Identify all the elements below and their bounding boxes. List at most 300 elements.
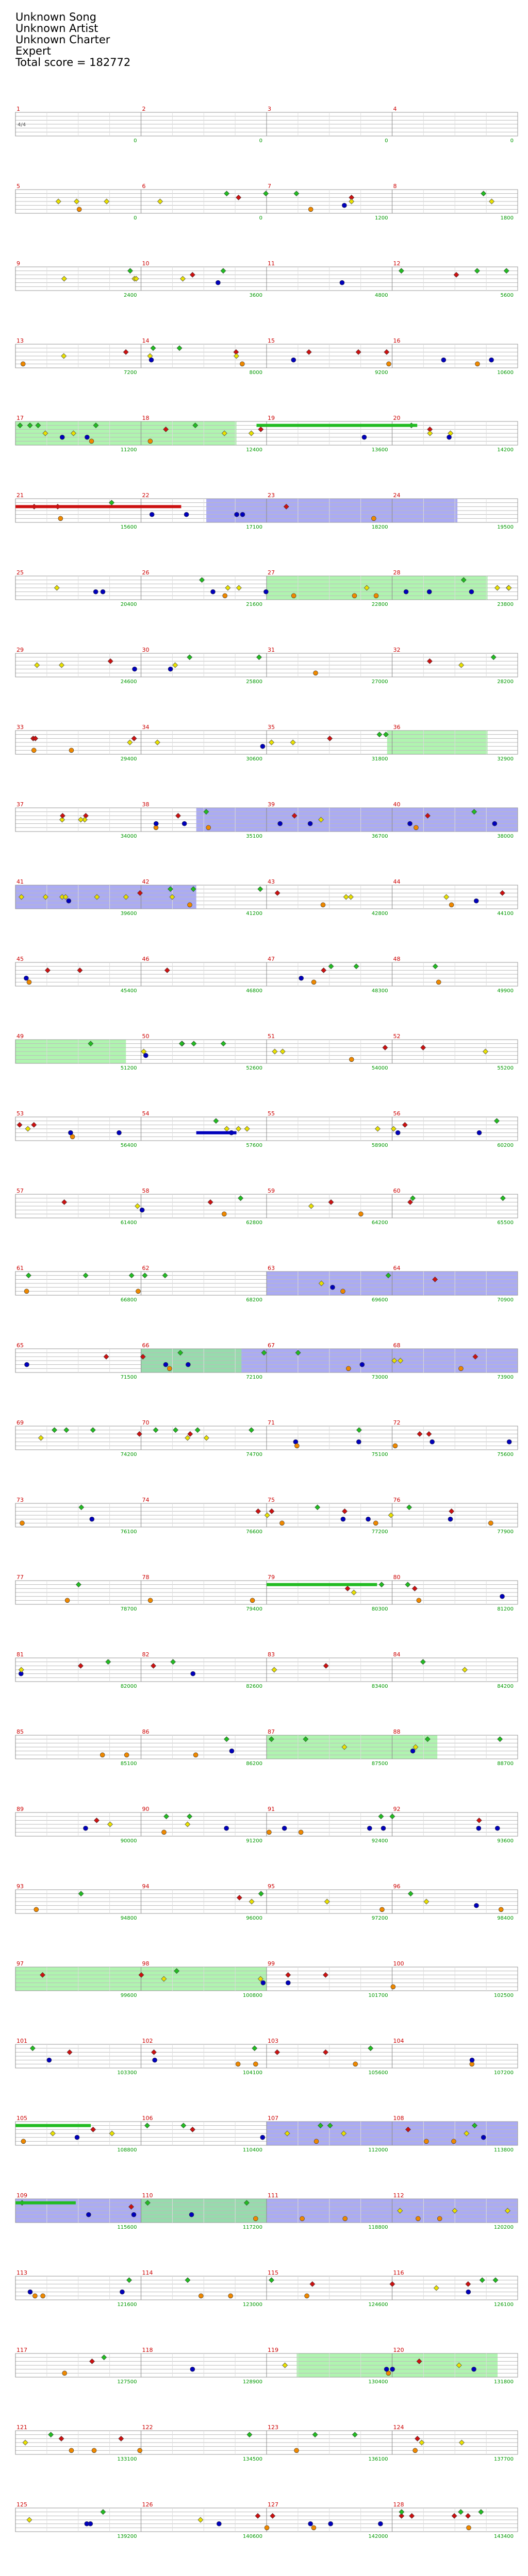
measure-score: 46800 (246, 988, 262, 994)
note-red (45, 968, 50, 973)
note-yellow (38, 1435, 43, 1440)
note-red (345, 1586, 350, 1591)
note-blue (328, 2521, 333, 2526)
note-red (384, 349, 389, 354)
measure-number: 36 (393, 724, 401, 731)
note-orange (188, 903, 192, 907)
time-signature: 4/4 (18, 122, 26, 128)
measure-score: 0 (259, 215, 262, 221)
measure-score: 75100 (371, 1452, 388, 1458)
note-red (175, 813, 180, 818)
note-yellow (236, 585, 241, 590)
note-orange (253, 2062, 258, 2066)
note-blue (495, 1826, 500, 1831)
measure-number: 123 (268, 2424, 278, 2431)
measure-number: 127 (268, 2501, 278, 2508)
measure-number: 43 (268, 878, 275, 885)
measure-number: 15 (268, 337, 275, 344)
measure-score: 9200 (375, 370, 388, 376)
note-blue (190, 2367, 195, 2371)
sustain-red (15, 505, 181, 508)
measure-number: 26 (142, 569, 150, 576)
note-green (474, 268, 480, 274)
measure-score: 81200 (497, 1606, 514, 1612)
chart-row (15, 2038, 518, 2076)
chart-row (15, 492, 518, 530)
measure-score: 28200 (497, 679, 514, 685)
measure-number: 68 (393, 1342, 401, 1349)
note-orange (223, 594, 227, 598)
measure-score: 62800 (246, 1220, 262, 1226)
note-orange (24, 1289, 29, 1294)
note-orange (451, 2139, 456, 2144)
note-blue (101, 589, 105, 594)
note-orange (69, 2448, 74, 2453)
note-yellow (61, 353, 67, 359)
note-blue (24, 1362, 29, 1367)
note-blue (83, 1826, 88, 1831)
chart-row (15, 2424, 518, 2462)
note-orange (34, 1907, 39, 1912)
measure-number: 70 (142, 1419, 150, 1426)
note-orange (437, 2216, 442, 2221)
measure-number: 81 (16, 1651, 24, 1658)
note-orange (138, 2448, 142, 2453)
measure-score: 85100 (120, 1761, 137, 1767)
measure-number: 63 (268, 1265, 275, 1272)
note-orange (89, 439, 94, 444)
note-orange (148, 1598, 153, 1603)
note-blue (93, 589, 98, 594)
measure-number: 54 (142, 1110, 150, 1117)
chart-row (15, 2501, 518, 2539)
measure-score: 60200 (497, 1143, 514, 1148)
measure-number: 47 (268, 956, 275, 962)
measure-number: 7 (268, 183, 271, 190)
measure-score: 103300 (117, 2070, 137, 2076)
measure-number: 64 (393, 1265, 401, 1272)
note-orange (343, 2216, 348, 2221)
measure-score: 41200 (246, 911, 262, 917)
note-yellow (204, 1435, 209, 1440)
note-red (236, 195, 241, 200)
measure-number: 97 (16, 1960, 24, 1967)
measure-number: 110 (142, 2192, 153, 2199)
measure-score: 136100 (368, 2456, 388, 2462)
note-green (177, 346, 182, 351)
measure-score: 0 (134, 138, 137, 144)
measure-number: 104 (393, 2038, 404, 2044)
note-red (164, 968, 170, 973)
note-green (481, 191, 486, 196)
note-blue (341, 1517, 345, 1521)
measure-score: 69600 (371, 1297, 388, 1303)
note-orange (21, 362, 25, 366)
note-green (256, 655, 261, 660)
note-green (79, 1505, 84, 1510)
note-green (129, 1273, 134, 1278)
note-red (94, 1818, 99, 1823)
measure-number: 21 (16, 492, 24, 499)
note-blue (340, 280, 344, 285)
note-yellow (173, 663, 178, 668)
note-red (323, 2049, 328, 2055)
note-green (173, 1428, 178, 1433)
note-orange (374, 594, 378, 598)
chart-row (15, 647, 518, 685)
measure-number: 41 (16, 878, 24, 885)
note-green (101, 2510, 106, 2515)
note-green (263, 191, 269, 196)
note-orange (193, 1753, 198, 1757)
chart-row (15, 260, 518, 298)
note-orange (449, 903, 454, 907)
measure-score: 20400 (120, 602, 137, 607)
note-blue (143, 1053, 148, 1058)
measure-number: 87 (268, 1728, 275, 1735)
note-red (151, 2049, 156, 2055)
measure-number: 2 (142, 106, 146, 112)
note-blue (191, 1671, 195, 1676)
measure-score: 31800 (371, 756, 388, 762)
note-yellow (494, 585, 500, 590)
note-green (151, 346, 156, 351)
measure-score: 19500 (497, 524, 514, 530)
measure-number: 75 (268, 1497, 275, 1503)
measure-score: 1800 (500, 215, 514, 221)
note-blue (210, 589, 215, 594)
measure-score: 49900 (497, 988, 514, 994)
note-green (187, 655, 192, 660)
measure-number: 98 (142, 1960, 150, 1967)
note-yellow (459, 663, 464, 668)
note-red (449, 1509, 454, 1514)
note-red (151, 1663, 156, 1668)
note-orange (62, 2371, 67, 2376)
measure-score: 93600 (497, 1838, 514, 1844)
measure-score: 91200 (246, 1838, 262, 1844)
note-orange (417, 1598, 421, 1603)
chart-row (15, 337, 518, 376)
note-red (275, 890, 280, 895)
measure-score: 98400 (497, 1916, 514, 1921)
note-green (221, 268, 226, 274)
measure-number: 1 (16, 106, 20, 112)
note-blue (184, 512, 189, 517)
note-yellow (59, 663, 64, 668)
measure-number: 22 (142, 492, 150, 499)
measure-number: 28 (393, 569, 401, 576)
measure-number: 59 (268, 1188, 275, 1194)
measure-number: 72 (393, 1419, 401, 1426)
note-orange (467, 2526, 471, 2530)
note-yellow (427, 431, 433, 436)
measure-number: 77 (16, 1574, 24, 1581)
note-blue (168, 667, 173, 671)
note-red (412, 1586, 417, 1591)
note-blue (235, 512, 239, 517)
note-blue (410, 1749, 415, 1753)
measure-number: 32 (393, 647, 401, 653)
measure-number: 38 (142, 801, 150, 808)
measure-score: 15600 (120, 524, 137, 530)
note-yellow (135, 1204, 140, 1209)
note-green (458, 2510, 464, 2515)
measure-number: 92 (393, 1806, 401, 1812)
note-yellow (424, 1899, 429, 1904)
measure-number: 85 (16, 1728, 24, 1735)
note-blue (342, 203, 346, 208)
measure-score: 55200 (497, 1065, 514, 1071)
chart-row (15, 801, 518, 839)
measure-score: 58900 (371, 1143, 388, 1148)
note-yellow (348, 894, 353, 900)
measure-number: 112 (393, 2192, 404, 2199)
note-green (224, 191, 229, 196)
note-orange (41, 2294, 45, 2298)
note-orange (65, 1598, 70, 1603)
song-artist: Unknown Artist (15, 22, 98, 35)
note-blue (489, 358, 494, 362)
note-green (500, 1196, 505, 1201)
measure-score: 64200 (371, 1220, 388, 1226)
measure-number: 113 (16, 2269, 27, 2276)
measure-score: 45400 (120, 988, 137, 994)
note-blue (150, 512, 154, 517)
measure-score: 101700 (368, 1993, 388, 1998)
note-blue (500, 1594, 505, 1599)
measure-score: 22800 (371, 602, 388, 607)
note-red (383, 1045, 388, 1050)
measure-number: 126 (142, 2501, 153, 2508)
measure-number: 71 (268, 1419, 275, 1426)
measure-number: 122 (142, 2424, 153, 2431)
measure-number: 83 (268, 1651, 275, 1658)
note-blue (217, 2521, 221, 2526)
measure-number: 108 (393, 2115, 404, 2122)
measure-score: 74200 (120, 1452, 137, 1458)
note-green (64, 1428, 69, 1433)
note-blue (24, 976, 28, 980)
measure-score: 115600 (117, 2225, 137, 2230)
chart-row (15, 1728, 518, 1767)
note-orange (199, 2294, 203, 2298)
measure-number: 99 (268, 1960, 275, 1967)
note-blue (260, 2135, 265, 2140)
measure-number: 69 (16, 1419, 24, 1426)
note-red (190, 272, 195, 277)
measure-number: 6 (142, 183, 146, 190)
note-blue (330, 1285, 335, 1290)
note-blue (68, 1130, 73, 1135)
note-blue (378, 2521, 383, 2526)
note-orange (340, 1289, 345, 1294)
note-red (466, 2513, 471, 2518)
note-blue (182, 821, 187, 826)
chart-row (15, 956, 518, 994)
measure-number: 13 (16, 337, 24, 344)
measure-score: 8000 (249, 370, 262, 376)
measure-number: 57 (16, 1188, 24, 1194)
sustain-green (257, 424, 418, 427)
note-green (494, 1118, 499, 1124)
note-blue (507, 1439, 512, 1444)
measure-score: 70900 (497, 1297, 514, 1303)
note-yellow (249, 431, 254, 436)
chart-row (15, 1188, 518, 1226)
note-blue (308, 821, 312, 826)
note-green (83, 1273, 88, 1278)
note-red (275, 2049, 280, 2055)
note-yellow (462, 1667, 467, 1672)
measure-score: 120200 (493, 2225, 514, 2230)
note-blue (381, 1826, 386, 1831)
measure-score: 82000 (120, 1684, 137, 1689)
measure-number: 48 (393, 956, 401, 962)
note-green (498, 1737, 503, 1742)
note-yellow (388, 1513, 393, 1518)
note-yellow (506, 585, 512, 590)
measure-number: 76 (393, 1497, 401, 1503)
note-green (90, 1428, 95, 1433)
note-green (420, 1659, 425, 1665)
measure-number: 111 (268, 2192, 278, 2199)
measure-score: 121600 (117, 2302, 137, 2308)
chart-row (15, 2115, 518, 2153)
note-red (327, 736, 333, 741)
measure-score: 10600 (497, 370, 514, 376)
note-blue (67, 899, 71, 903)
measure-number: 91 (268, 1806, 275, 1812)
note-yellow (185, 1822, 190, 1827)
note-orange (32, 2294, 37, 2298)
measure-score: 34000 (120, 834, 137, 839)
note-blue (224, 1826, 229, 1831)
note-red (306, 349, 311, 354)
measure-score: 0 (134, 215, 137, 221)
measure-number: 35 (268, 724, 275, 731)
note-yellow (272, 1049, 277, 1054)
note-yellow (127, 740, 133, 745)
measure-number: 116 (393, 2269, 404, 2276)
measure-score: 100800 (242, 1993, 262, 1998)
measure-score: 25800 (246, 679, 262, 685)
note-orange (228, 2294, 233, 2298)
note-green (491, 655, 496, 660)
measure-score: 73900 (497, 1375, 514, 1380)
note-green (195, 1428, 200, 1433)
measure-score: 75600 (497, 1452, 514, 1458)
measure-score: 105600 (368, 2070, 388, 2076)
note-green (378, 1814, 384, 1819)
note-blue (362, 435, 367, 439)
note-orange (100, 1753, 105, 1757)
note-orange (311, 2526, 316, 2530)
measure-number: 107 (268, 2115, 278, 2122)
note-orange (436, 980, 441, 985)
measure-number: 90 (142, 1806, 150, 1812)
measure-number: 109 (16, 2192, 27, 2199)
measure-score: 52600 (246, 1065, 262, 1071)
chart-row (15, 1806, 518, 1844)
note-green (106, 1659, 111, 1665)
measure-number: 44 (393, 878, 401, 885)
note-blue (278, 821, 283, 826)
note-red (408, 1199, 413, 1205)
note-blue (28, 2290, 32, 2294)
note-blue (299, 976, 304, 980)
measure-number: 101 (16, 2038, 27, 2044)
note-green (312, 2432, 318, 2437)
measure-score: 29400 (120, 756, 137, 762)
note-orange (349, 1057, 354, 1062)
measure-score: 77200 (371, 1529, 388, 1535)
measure-number: 125 (16, 2501, 27, 2508)
note-green (493, 2278, 498, 2283)
note-yellow (35, 663, 40, 668)
note-green (354, 964, 359, 969)
note-green (258, 1891, 263, 1896)
note-yellow (343, 894, 349, 900)
note-green (478, 2510, 484, 2515)
note-green (249, 1428, 254, 1433)
note-blue (466, 2290, 471, 2294)
note-red (104, 1354, 109, 1359)
note-orange (414, 825, 418, 830)
note-red (31, 1122, 37, 1127)
sustain-green (267, 1583, 377, 1586)
measure-number: 39 (268, 801, 275, 808)
measure-number: 105 (16, 2115, 27, 2122)
note-red (310, 2281, 315, 2286)
measure-number: 52 (393, 1033, 401, 1040)
note-blue (260, 744, 265, 749)
note-green (162, 1273, 168, 1278)
chart-row (15, 1574, 518, 1612)
note-green (179, 1041, 184, 1046)
note-green (76, 1582, 81, 1587)
measure-number: 24 (393, 492, 401, 499)
note-blue (163, 1362, 168, 1367)
note-blue (85, 2521, 89, 2526)
note-yellow (375, 1126, 380, 1131)
note-blue (430, 1439, 435, 1444)
measure-score: 79400 (246, 1606, 262, 1612)
note-yellow (351, 1590, 356, 1595)
note-orange (413, 2448, 418, 2453)
note-green (153, 1428, 158, 1433)
measure-number: 11 (268, 260, 275, 267)
total-score: Total score = 182772 (15, 56, 131, 69)
note-red (17, 1122, 22, 1127)
note-red (321, 968, 326, 973)
sustain-blue (196, 1131, 237, 1134)
note-blue (140, 1208, 144, 1212)
note-green (247, 2432, 252, 2437)
note-blue (472, 2367, 476, 2371)
measure-number: 65 (16, 1342, 24, 1349)
note-green (368, 2046, 373, 2051)
note-orange (92, 2448, 96, 2453)
note-green (187, 1814, 192, 1819)
note-green (30, 2046, 35, 2051)
measure-score: 30600 (246, 756, 262, 762)
note-orange (346, 1366, 351, 1371)
measure-score: 102500 (493, 1993, 514, 1998)
measure-score: 143400 (493, 2534, 514, 2539)
note-green (144, 2123, 150, 2128)
measure-score: 12400 (246, 447, 262, 453)
